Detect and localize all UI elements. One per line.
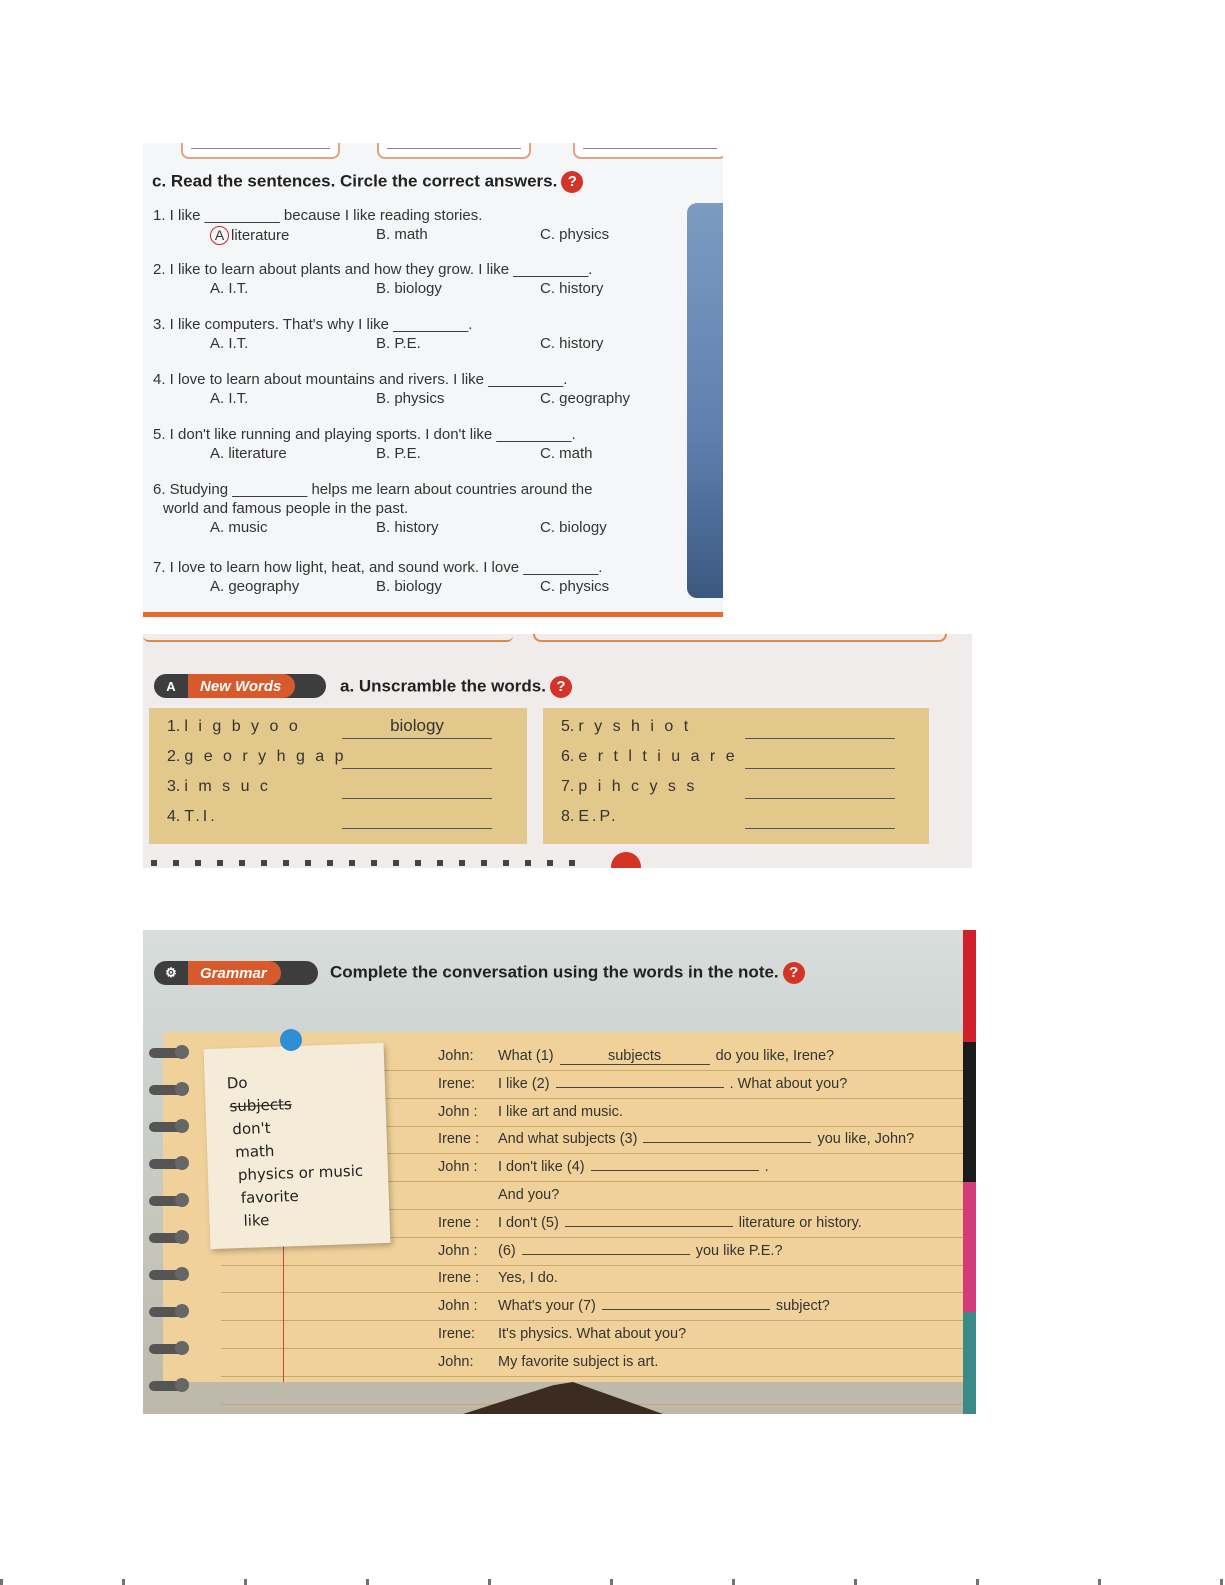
note-word: subjects — [229, 1095, 293, 1116]
option-a: A. literature — [210, 445, 287, 462]
speaker-name: Irene: — [438, 1075, 476, 1092]
scrambled-word — [167, 748, 347, 766]
line-text-after: . — [764, 1159, 769, 1176]
scrambled-letters: g e o r y h g a p — [184, 748, 347, 765]
question-stem: 7. I love to learn how light, heat, and sound work. I love _________. — [153, 559, 603, 576]
new-words-panel — [143, 634, 972, 868]
word-number: 7. — [561, 778, 575, 795]
book-image — [463, 1382, 663, 1414]
answer-line — [745, 746, 895, 769]
speaker-name: John: — [438, 1048, 474, 1064]
option-c: C. physics — [540, 226, 610, 243]
ruled-line — [221, 1292, 976, 1293]
answer-line — [342, 776, 492, 799]
speaker-name: Irene : — [438, 1270, 480, 1287]
scrambled-letters: T.I. — [184, 808, 218, 825]
note-word: physics or music — [237, 1161, 364, 1185]
line-text: What's your (7) — [498, 1298, 596, 1315]
question-stem: 1. I like _________ because I like reading stories. — [153, 207, 483, 224]
key-icon: ? — [783, 962, 805, 984]
word-box-left — [149, 708, 527, 844]
question-stem: 2. I like to learn about plants and how they grow. I like _________. — [153, 261, 593, 278]
answer-box — [377, 143, 531, 159]
option-c: C. history — [540, 280, 604, 297]
key-icon: ? — [550, 676, 572, 698]
heading-text: c. Read the sentences. Circle the correct answers. — [152, 171, 558, 191]
question-stem: 6. Studying _________ helps me learn about countries around the — [153, 481, 593, 498]
scrambled-letters: E.P. — [578, 808, 619, 825]
conversation-line — [438, 1048, 834, 1065]
question-stem: 5. I don't like running and playing sports. I don't like _________. — [153, 426, 576, 443]
word-number: 5. — [561, 718, 575, 735]
question-stem: world and famous people in the past. — [163, 500, 409, 517]
answer-options — [153, 519, 607, 541]
conversation-line — [438, 1354, 658, 1370]
page-bottom-marks — [0, 1579, 1225, 1585]
option-b: B. biology — [376, 578, 442, 595]
unscramble-heading — [340, 676, 572, 698]
scrambled-letters: r y s h i o t — [578, 718, 692, 735]
ruled-line — [221, 1265, 976, 1266]
orange-divider — [143, 612, 723, 617]
option-b: B. physics — [376, 390, 445, 407]
option-c: C. history — [540, 335, 604, 352]
fill-blank: subjects — [560, 1048, 710, 1065]
exercise-c-heading — [152, 171, 583, 193]
ruled-line — [221, 1320, 976, 1321]
page-edge-tabs — [963, 930, 976, 1414]
scrambled-word — [167, 718, 301, 736]
line-text: (6) — [498, 1242, 516, 1259]
fill-blank — [643, 1142, 811, 1143]
speaker-name: John : — [438, 1242, 478, 1259]
scrambled-word — [561, 718, 691, 736]
speaker-name: John : — [438, 1103, 478, 1120]
new-words-badge — [154, 674, 326, 698]
answer-line — [745, 806, 895, 829]
binder-ring — [149, 1270, 187, 1280]
answer-options — [153, 578, 610, 600]
exercise-c-panel — [143, 143, 723, 617]
ruled-line — [221, 1348, 976, 1349]
binder-ring — [149, 1159, 187, 1169]
option-c: C. math — [540, 445, 593, 462]
word-box-right — [543, 708, 929, 844]
scrambled-word — [167, 808, 218, 826]
word-number: 3. — [167, 778, 181, 795]
scrambled-letters: e r t l t i u a r e — [578, 748, 738, 765]
question-stem: 3. I like computers. That's why I like _________. — [153, 316, 473, 333]
line-text-after: literature or history. — [738, 1214, 862, 1231]
option-c: C. biology — [540, 519, 607, 536]
note-word: favorite — [240, 1186, 300, 1207]
binder-ring — [149, 1048, 187, 1058]
fill-blank — [565, 1226, 733, 1227]
line-text: I like art and music. — [498, 1103, 623, 1120]
line-text-after: you like, John? — [817, 1131, 915, 1148]
top-border — [533, 634, 947, 642]
question-item — [153, 207, 610, 248]
option-b: B. math — [376, 226, 428, 243]
scrambled-letters: p i h c y s s — [578, 778, 698, 795]
word-number: 8. — [561, 808, 575, 825]
line-text: I don't like (4) — [498, 1159, 585, 1176]
note-word: Do — [226, 1073, 248, 1093]
option-a: A. I.T. — [210, 280, 249, 297]
binder-ring — [149, 1233, 187, 1243]
binder-ring — [149, 1344, 187, 1354]
conversation-line — [438, 1298, 830, 1314]
scrambled-word — [561, 778, 697, 796]
line-text: Yes, I do. — [498, 1270, 558, 1287]
speaker-name: Irene : — [438, 1214, 480, 1231]
line-text-after: you like P.E.? — [695, 1242, 783, 1259]
note-word: math — [234, 1141, 275, 1162]
option-a — [210, 226, 289, 245]
question-stem: 4. I love to learn about mountains and rivers. I like _________. — [153, 371, 568, 388]
answer-options — [153, 390, 631, 412]
speaker-name: Irene: — [438, 1326, 476, 1342]
answer-line: biology — [342, 716, 492, 739]
line-text: And what subjects (3) — [498, 1131, 638, 1148]
conversation-line — [438, 1104, 623, 1120]
scrambled-letters: l i g b y o o — [184, 718, 301, 735]
conversation-line — [438, 1187, 559, 1203]
option-a: A. music — [210, 519, 268, 536]
speaker-name: John : — [438, 1298, 478, 1315]
question-item — [153, 559, 610, 600]
grammar-heading — [330, 962, 805, 984]
question-item — [153, 316, 604, 357]
option-c: C. physics — [540, 578, 610, 595]
ruled-line — [221, 1376, 976, 1377]
option-b: B. history — [376, 519, 439, 536]
answer-line — [342, 806, 492, 829]
conversation-line — [438, 1131, 914, 1147]
line-text: It's physics. What about you? — [498, 1326, 687, 1342]
scrambled-letters: i m s u c — [184, 778, 271, 795]
scrambled-word — [167, 778, 271, 796]
word-number: 2. — [167, 748, 181, 765]
question-item — [153, 261, 604, 302]
heading-text: Complete the conversation using the words in the note. — [330, 962, 779, 982]
key-icon — [611, 852, 641, 868]
side-photo — [687, 203, 723, 598]
badge-label: New Words — [188, 674, 295, 698]
badge-label: Grammar — [188, 961, 281, 985]
line-text: What (1) — [498, 1048, 554, 1064]
grammar-panel — [143, 930, 976, 1414]
scrambled-word — [561, 808, 619, 826]
line-text: I don't (5) — [498, 1214, 559, 1231]
key-icon: ? — [561, 171, 583, 193]
binder-ring — [149, 1381, 187, 1391]
grammar-badge — [154, 961, 318, 985]
answer-box — [181, 143, 340, 159]
speaker-name: John: — [438, 1353, 474, 1370]
binder-ring — [149, 1122, 187, 1132]
word-number: 6. — [561, 748, 575, 765]
pushpin-icon — [280, 1029, 302, 1051]
speaker-name: Irene : — [438, 1131, 480, 1148]
book-icon: A — [166, 678, 176, 694]
fill-blank — [522, 1254, 690, 1255]
line-text: My favorite subject is art. — [498, 1353, 659, 1370]
option-b: B. biology — [376, 280, 442, 297]
option-c: C. geography — [540, 390, 631, 407]
line-text: And you? — [498, 1187, 560, 1203]
line-text: I like (2) — [498, 1075, 550, 1092]
top-border — [143, 634, 513, 642]
option-a-text: literature — [231, 227, 290, 244]
line-text-after: . What about you? — [729, 1075, 848, 1092]
answer-box — [573, 143, 723, 159]
binder-ring — [149, 1085, 187, 1095]
answer-line — [745, 776, 895, 799]
fill-blank — [602, 1309, 770, 1310]
word-note — [204, 1043, 391, 1249]
option-b: B. P.E. — [376, 335, 421, 352]
answer-options — [153, 226, 610, 248]
word-number: 4. — [167, 808, 181, 825]
circled-answer: A — [210, 226, 229, 245]
answer-line — [342, 746, 492, 769]
top-answer-boxes — [143, 143, 723, 161]
fill-blank — [591, 1170, 759, 1171]
answer-options — [153, 335, 604, 357]
binder-ring — [149, 1196, 187, 1206]
question-item — [153, 371, 631, 412]
question-item — [153, 426, 593, 467]
cropped-next-heading — [151, 860, 581, 866]
conversation-line — [438, 1159, 769, 1175]
line-text-after: do you like, Irene? — [715, 1048, 835, 1064]
question-item — [153, 481, 607, 541]
line-text-after: subject? — [775, 1298, 830, 1315]
conversation-line — [438, 1270, 558, 1286]
note-word: like — [243, 1211, 270, 1230]
conversation-line — [438, 1076, 847, 1092]
option-b: B. P.E. — [376, 445, 421, 462]
fill-blank — [556, 1087, 724, 1088]
speaker-name: John : — [438, 1159, 478, 1176]
word-number: 1. — [167, 718, 181, 735]
heading-text: a. Unscramble the words. — [340, 676, 546, 696]
gears-icon: ⚙ — [165, 965, 177, 980]
option-a: A. I.T. — [210, 335, 249, 352]
option-a: A. I.T. — [210, 390, 249, 407]
conversation-line — [438, 1215, 862, 1231]
answer-line — [745, 716, 895, 739]
conversation-line — [438, 1326, 686, 1342]
binder-ring — [149, 1307, 187, 1317]
answer-options — [153, 445, 593, 467]
answer-options — [153, 280, 604, 302]
conversation-line — [438, 1243, 783, 1259]
note-word: don't — [232, 1118, 271, 1139]
option-a: A. geography — [210, 578, 300, 595]
scrambled-word — [561, 748, 738, 766]
